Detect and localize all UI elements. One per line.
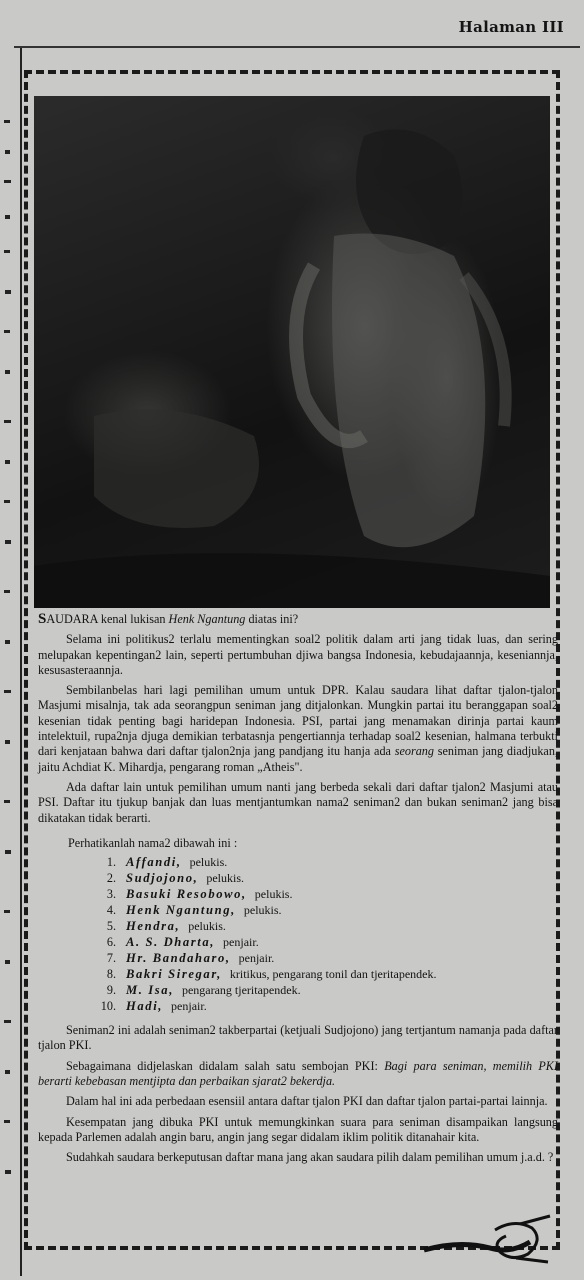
page-header: Halaman III [458,18,564,36]
list-item: 1. Affandi, pelukis. [106,855,228,870]
paragraph: Sudahkah saudara berkeputusan daftar mana jang akan saudara pilih dalam pemilihan umum j.a.d. ? [66,1150,554,1165]
paragraph: Selama ini politikus2 terlalu mementingkan soal2 politik dalam arti jang tidak luas, dan sering melupakan kepentingan2 lain, seperti pertumbuhan djiwa bangsa Indonesia, kebudajaannja, keseniannja, kesusasteraannja. [38,632,558,677]
adjacent-column-fragment [0,120,16,1200]
article-lead: SAUDARA kenal lukisan Henk Ngantung diatas ini? [38,611,299,627]
paragraph: Seniman2 ini adalah seniman2 takberpartai (ketjuali Sudjojono) jang tertjantum namanja pada daftar tjalon PKI. [38,1023,558,1053]
list-item: 3. Basuki Resobowo, pelukis. [106,887,293,902]
header-rule [14,46,580,48]
list-item: 9. M. Isa, pengarang tjeritapendek. [106,983,301,998]
hand-drawn-signature-icon [420,1210,560,1266]
paragraph: Kesempatan jang dibuka PKI untuk memungkinkan suara para seniman disampaikan langsung kepada Parlemen adalah angin baru, angin jang segar didalam iklim politik ditanahair kita. [38,1114,558,1144]
list-item: 5. Hendra, pelukis. [106,919,226,934]
list-intro: Perhatikanlah nama2 dibawah ini : [68,835,238,850]
list-item: 6. A. S. Dharta, penjair. [106,935,259,950]
list-item: 10. Hadi, penjair. [100,999,207,1014]
dropcap: S [38,611,47,627]
list-item: 2. Sudjojono, pelukis. [106,871,245,886]
candidate-list [38,855,558,1015]
paragraph: Sebagaimana didjelaskan didalam salah satu sembojan PKI: Bagi para seniman, memilih PKI berarti kebebasan mentjipta dan perbaikan sjarat2 bekerdja. [38,1058,558,1089]
artist-name: Henk Ngantung [168,612,246,626]
painting-figure-illustration [34,96,550,608]
list-item: 4. Henk Ngantung, pelukis. [106,903,282,918]
left-margin-rule [20,48,22,1276]
paragraph: Dalam hal ini ada perbedaan esensiil antara daftar tjalon PKI dan daftar tjalon partai-partai lainnja. [66,1094,548,1109]
list-item: 8. Bakri Siregar, kritikus, pengarang tonil dan tjeritapendek. [106,967,437,982]
paragraph: Sembilanbelas hari lagi pemilihan umum untuk DPR. Kalau saudara lihat daftar tjalon-tjalon Masjumi misalnja, tak ada seorangpun seniman jang ditjalonkan. Mungkin partai itu beranggapan soal2 kesenian tidak penting bagi haridepan Indonesia. PSI, partai jang menamakan dirinja partai kaum intelektuil, rupa2nja djuga demikian terbatasnja pengertiannja terhadap soal2 kesenian, halmana terbukti dari kenjataan bahwa dari daftar tjalon2nja jang pandjang itu hanja ada seorang seniman jang diadjukan, jaitu Achdiat K. Mihardja, pengarang roman „Atheis". [38,683,558,774]
article-body [38,612,558,1171]
paragraph: Ada daftar lain untuk pemilihan umum nanti jang berbeda sekali dari daftar tjalon2 Masjumi atau PSI. Daftar itu tjukup banjak dan luas mentjantumkan nama2 seniman2 dan bukan seniman2 jang bisa dikatakan tidak berarti. [38,779,558,825]
list-item: 7. Hr. Bandaharo, penjair. [106,951,275,966]
henk-ngantung-painting-photo [34,96,550,608]
